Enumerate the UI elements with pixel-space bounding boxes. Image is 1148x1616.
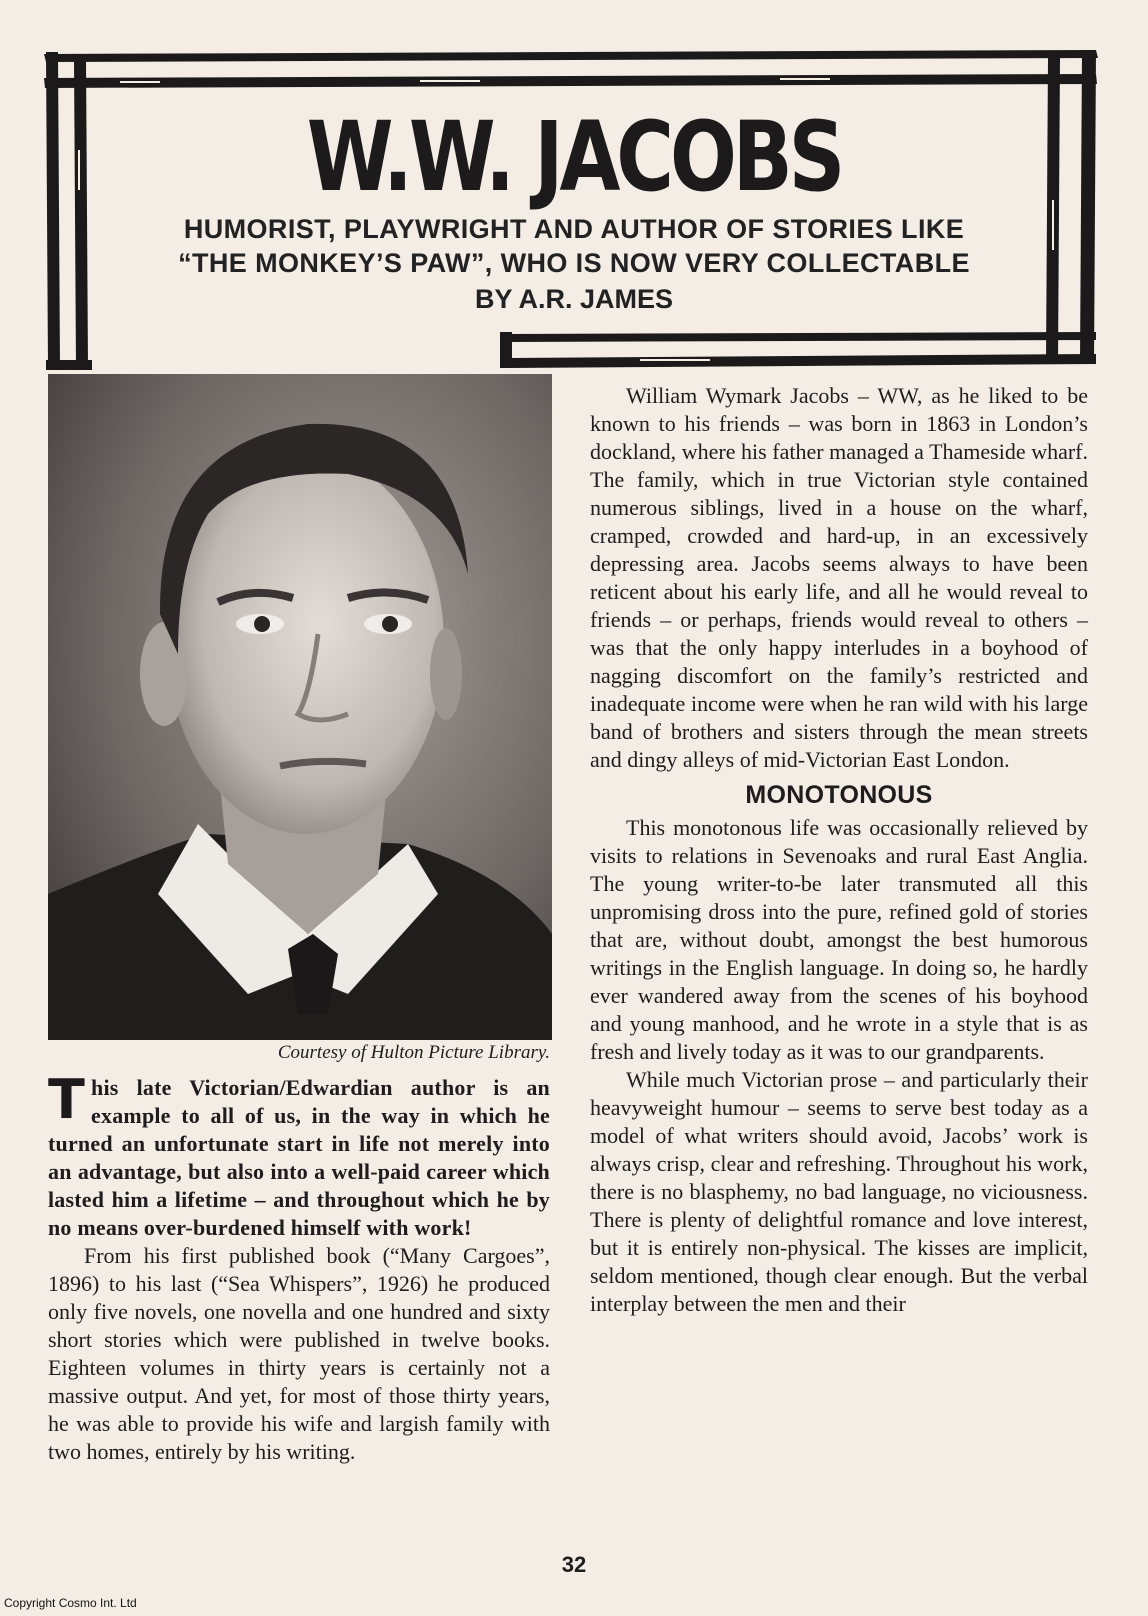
section-heading: MONOTONOUS (745, 781, 933, 809)
intro-paragraph (48, 1068, 550, 1242)
subtitle-line-1: HUMORIST, PLAYWRIGHT AND AUTHOR OF STORIES LIKE (183, 214, 965, 244)
body-paragraph: From his first published book (“Many Cargoes”, 1896) to his last (“Sea Whispers”, 1926) he produced only five novels, one novella and one hundred and sixty short stories which were published in twelve books. Eighteen volumes in thirty years is certainly not a massive output. And yet, for most of those thirty years, he was able to provide his wife and largish family with two homes, entirely by his writing. (48, 1243, 550, 1464)
photo-caption: Courtesy of Hulton Picture Library. (277, 1042, 550, 1063)
page-number: 32 (561, 1552, 587, 1577)
copyright-notice: Copyright Cosmo Int. Ltd (4, 1596, 137, 1610)
author-byline: BY A.R. JAMES (474, 284, 674, 314)
drop-cap: T (48, 1068, 86, 1131)
right-column (590, 382, 1088, 1318)
subtitle-line-2: “THE MONKEY’S PAW”, WHO IS NOW VERY COLLECTABLE (178, 248, 970, 278)
intro-text: his late Victorian/Edwardian author is an example to all of us, in the way in which he turned an unfortunate start in life not merely into an advantage, but also into a well-paid career which lasted him a lifetime – and throughout which he by no means over-burdened himself with work! (48, 1075, 550, 1240)
left-column (48, 1068, 550, 1466)
body-paragraph: William Wymark Jacobs – WW, as he liked to be known to his friends – was born in 1863 in London’s dockland, where his father managed a Thameside wharf. The family, which in true Victorian style contained numerous siblings, lived in a house on the wharf, cramped, crowded and hard-up, in an excessively depressing area. Jacobs seems always to have been reticent about his early life, and all he would reveal to friends – or perhaps, friends would reveal to others – was that the only happy interludes in a boyhood of nagging discomfort on the family’s restricted and inadequate income were when he ran wild with his large band of brothers and sisters through the mean streets and dingy alleys of mid-Victorian East London. (590, 383, 1088, 772)
portrait-image (48, 374, 552, 1040)
portrait-photo (48, 374, 552, 1040)
body-paragraph: While much Victorian prose – and particularly their heavyweight humour – seems to serve best today as a model of what writers should avoid, Jacobs’ work is always crisp, clear and refreshing. Throughout his work, there is no blasphemy, no bad language, no viciousness. There is plenty of delightful romance and love interest, but it is entirely non-physical. The kisses are implicit, seldom mentioned, though clear enough. But the verbal interplay between the men and their (590, 1067, 1088, 1316)
article-title: W.W. JACOBS (306, 101, 842, 213)
article-subtitle (120, 212, 1028, 280)
body-paragraph: This monotonous life was occasionally relieved by visits to relations in Sevenoaks and rural East Anglia. The young writer-to-be later transmuted all this unpromising dross into the pure, refined gold of stories that are, without doubt, amongst the best humorous writings in the English language. In doing so, he hardly ever wandered away from the scenes of his boyhood and young manhood, and he wrote in a style that is as fresh and lively today as it was to our grandparents. (590, 815, 1088, 1064)
